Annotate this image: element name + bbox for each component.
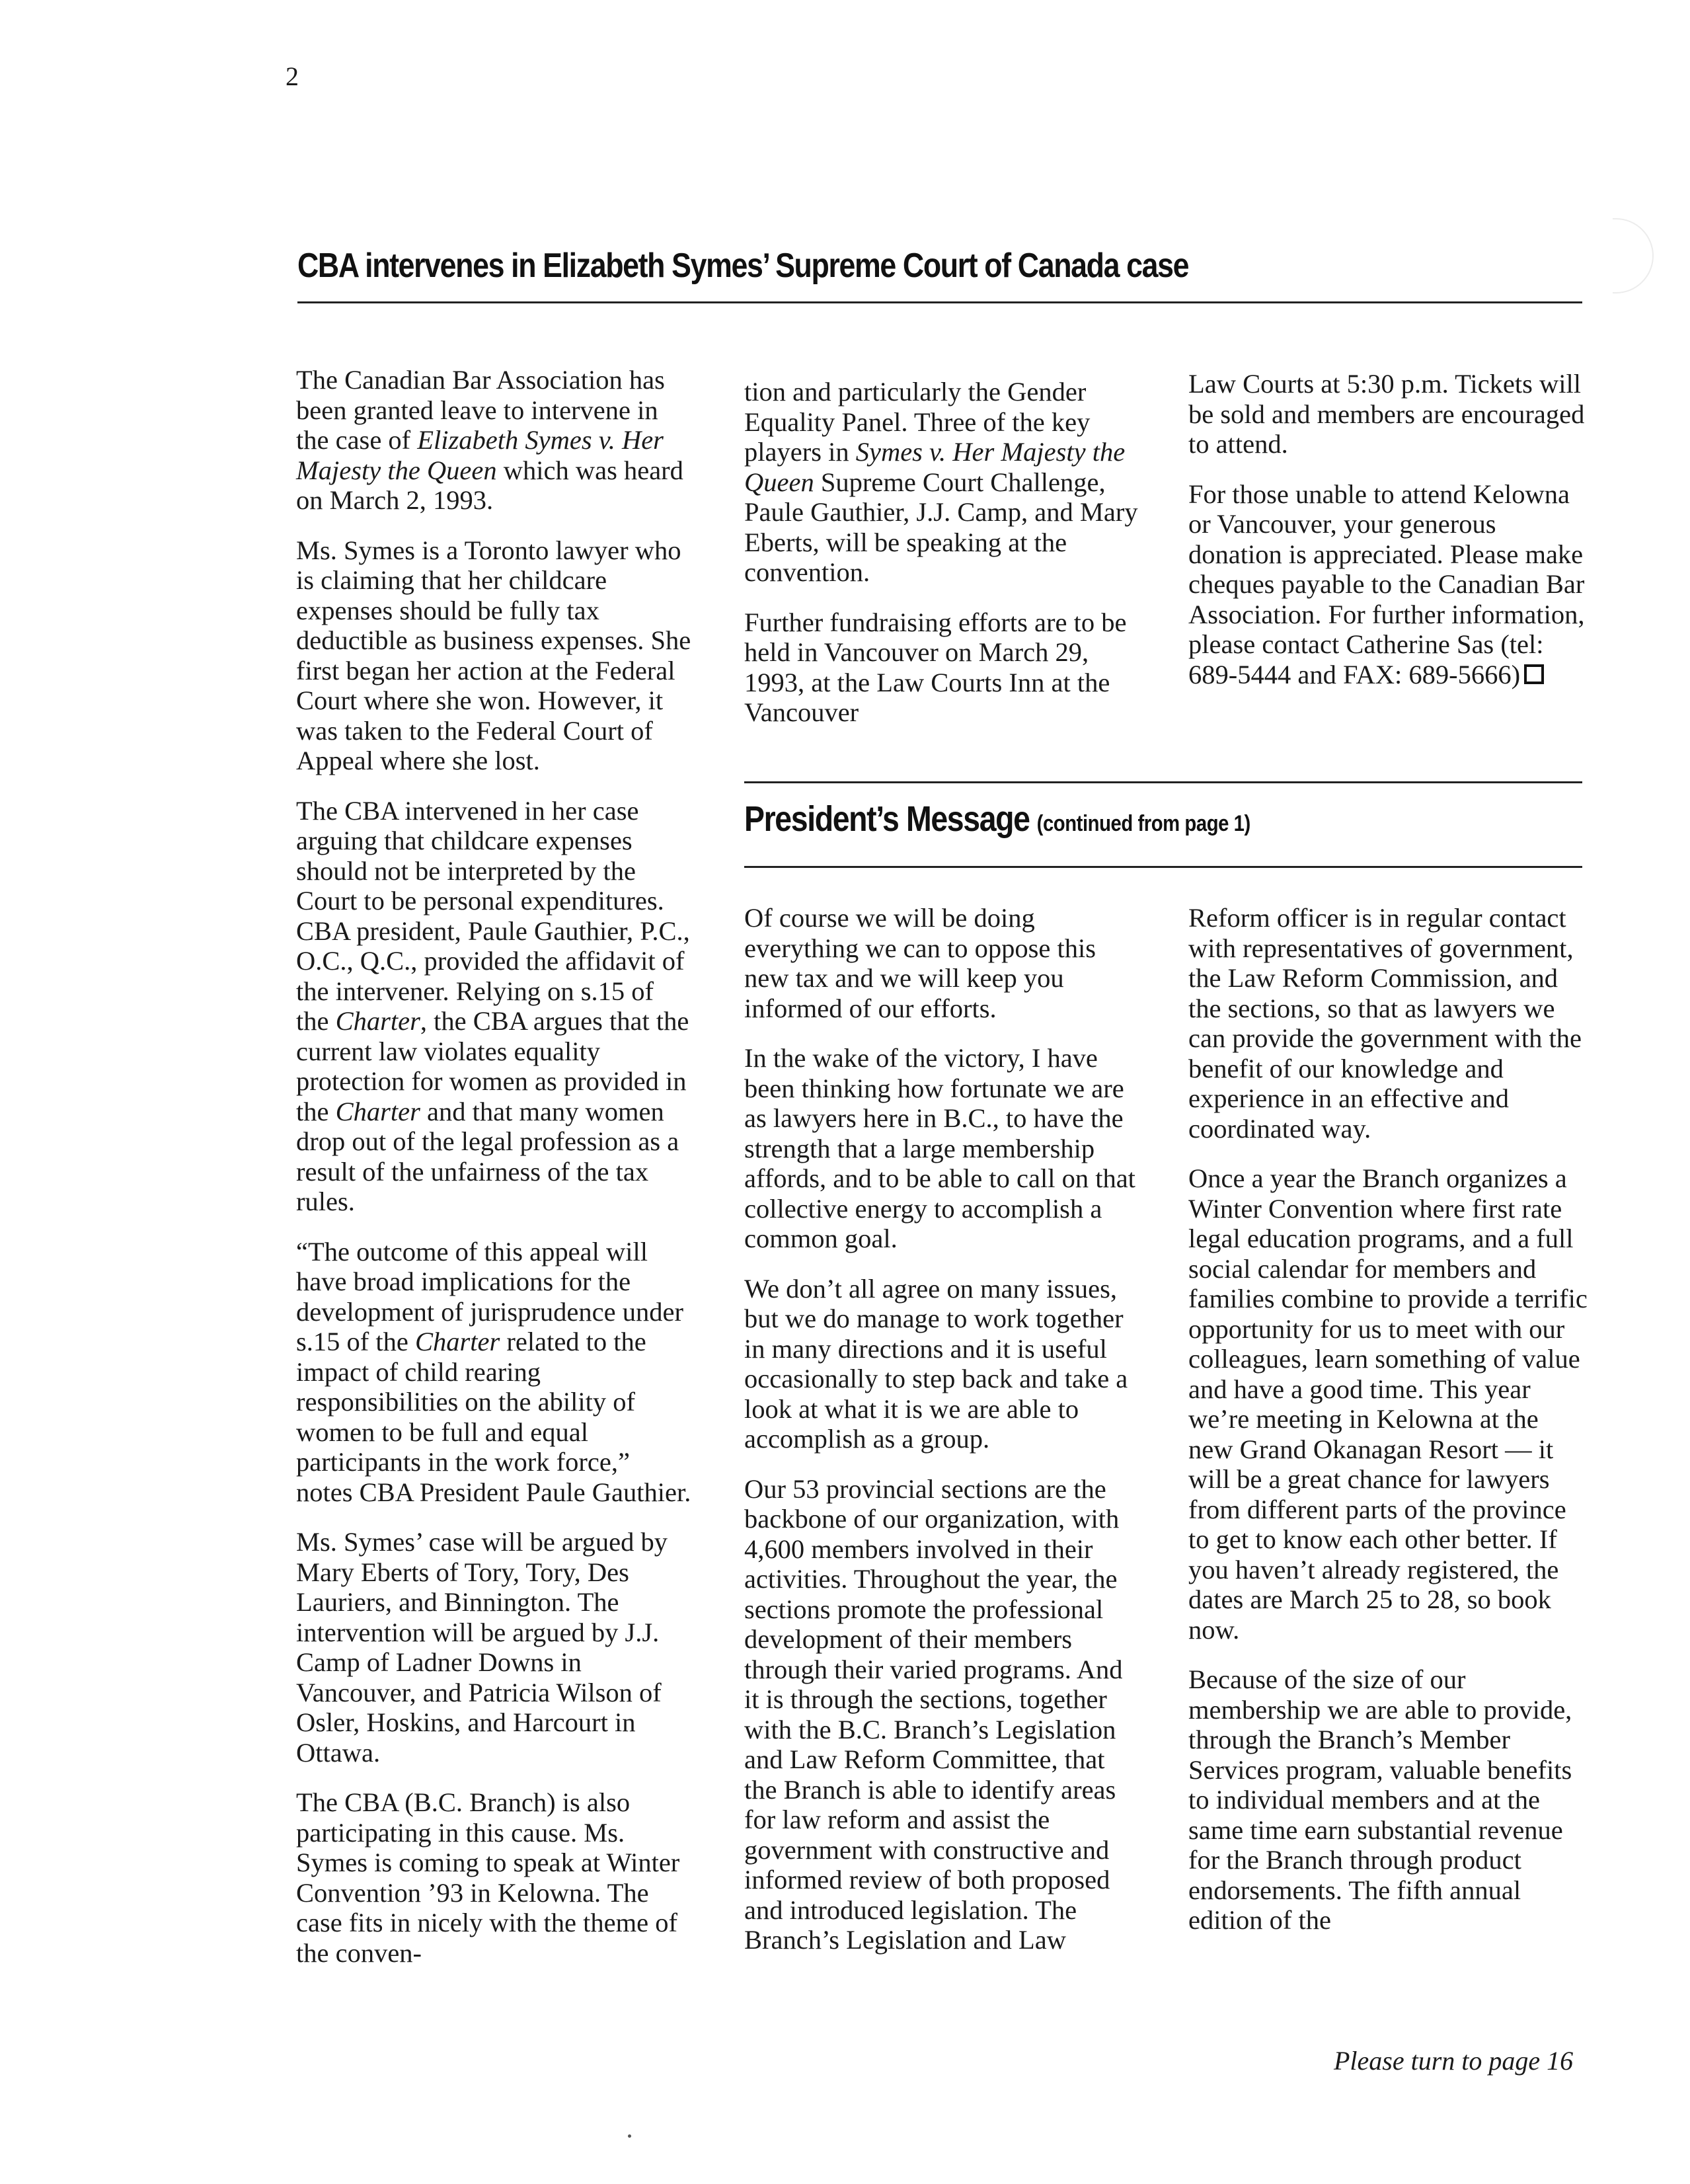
page-number: 2	[286, 61, 299, 91]
paragraph: Reform officer is in regular contact with representatives of government, the Law Reform Commission, and the sections, so that as lawyers we can provide the government with the benefit of our knowledge and experience in an effective and coordinated way.	[1188, 903, 1582, 1144]
section-rule-bottom	[744, 866, 1582, 868]
punch-hole-mark	[1613, 218, 1654, 293]
section-heading	[744, 799, 1250, 839]
paragraph: Ms. Symes is a Toronto lawyer who is claiming that her childcare expenses should be fully tax deductible as business expenses. She first began her action at the Federal Court where she won. However, it was taken to the Federal Court of Appeal where she lost.	[296, 535, 691, 775]
article1-column-1	[296, 365, 693, 1988]
section-subtitle: (continued from page 1)	[1036, 811, 1250, 836]
paragraph: We don’t all agree on many issues, but we do manage to work together in many directions and it is useful occasionally to step back and take a look at what it is we are able to accomplish as a group.	[744, 1273, 1128, 1454]
case-name: Symes v. Her Majesty the Queen	[744, 437, 1126, 497]
paragraph: Law Courts at 5:30 p.m. Tickets will be sold and members are encouraged to attend.	[1188, 369, 1585, 459]
continued-note: Please turn to page 16	[1334, 2046, 1574, 2076]
case-name: Elizabeth Symes v. Her Majesty the Queen	[296, 425, 664, 485]
paragraph: Further fundraising efforts are to be held in Vancouver on March 29, 1993, at the Law Courts Inn at the Vancouver	[744, 607, 1127, 727]
paragraph: For those unable to attend Kelowna or Vancouver, your generous donation is appreciated. Please make cheques payable to the Canadian Bar Association. For further information, please contact Catherine Sas (tel: 689-5444 and FAX: 689-5666)	[1188, 479, 1585, 689]
section-title: President’s Message	[744, 799, 1030, 839]
paragraph: The CBA (B.C. Branch) is also participating in this cause. Ms. Symes is coming to speak at Winter Convention ’93 in Kelowna. The case fits in nicely with the theme of the conven-	[296, 1787, 680, 1968]
section-rule-top	[744, 781, 1582, 783]
paragraph: Our 53 provincial sections are the backbone of our organization, with 4,600 members involved in their activities. Throughout the year, the sections promote the professional development of their members through their varied programs. And it is through the sections, together with the B.C. Branch’s Legislation and Law Reform Committee, that the Branch is able to identify areas for law reform and assist the government with constructive and informed review of both proposed and introduced legislation. The Branch’s Legislation and Law	[744, 1473, 1123, 1955]
paragraph: The Canadian Bar Association has been granted leave to intervene in the case of Elizabeth Symes v. Her Majesty the Queen which was heard on March 2, 1993.	[296, 365, 683, 515]
paragraph: Once a year the Branch organizes a Winter Convention where first rate legal education programs, and a full social calendar for members and families combine to provide a terrific opportunity for us to meet with our colleagues, learn something of value and have a good time. This year we’re meeting in Kelowna at the new Grand Okanagan Resort — it will be a great chance for lawyers from different parts of the province to get to know each other better. If you haven’t already registered, the dates are March 25 to 28, so book now.	[1188, 1163, 1588, 1645]
article1-column-2	[744, 377, 1141, 748]
paragraph: Ms. Symes’ case will be argued by Mary Eberts of Tory, Tory, Des Lauriers, and Binnington. The intervention will be argued by J.J. Camp of Ladner Downs in Vancouver, and Patricia Wilson of Osler, Hoskins, and Harcourt in Ottawa.	[296, 1527, 668, 1768]
paragraph: “The outcome of this appeal will have broad implications for the development of jurisprudence under s.15 of the Charter related to the impact of child rearing responsibilities on the ability of women to be full and equal participants in the work force,” notes CBA President Paule Gauthier.	[296, 1236, 691, 1507]
article-headline: CBA intervenes in Elizabeth Symes’ Supreme Court of Canada case	[297, 247, 1189, 285]
paragraph: The CBA intervened in her case arguing that childcare expenses should not be interpreted by the Court to be personal expenditures. CBA president, Paule Gauthier, P.C., O.C., Q.C., provided the affidavit of the intervener. Relying on s.15 of the Charter, the CBA argues that the current law violates equality protection for women as provided in the Charter and that many women drop out of the legal profession as a result of the unfairness of the tax rules.	[296, 795, 690, 1216]
headline-rule	[297, 301, 1582, 303]
end-mark-icon	[1524, 664, 1544, 684]
paragraph: In the wake of the victory, I have been thinking how fortunate we are as lawyers here in B.C., to have the strength that a large membership affords, and to be able to call on that collective energy to accomplish a common goal.	[744, 1043, 1135, 1253]
paragraph: tion and particularly the Gender Equality Panel. Three of the key players in Symes v. Her Majesty the Queen Supreme Court Challenge, Paule Gauthier, J.J. Camp, and Mary Eberts, will be speaking at the convention.	[744, 377, 1138, 587]
article2-column-2	[1188, 903, 1588, 1955]
paragraph: Of course we will be doing everything we can to oppose this new tax and we will keep you informed of our efforts.	[744, 903, 1096, 1023]
paragraph: Because of the size of our membership we are able to provide, through the Branch’s Member Services program, valuable benefits to individual members and at the same time earn substantial revenue for the Branch through product endorsements. The fifth annual edition of the	[1188, 1664, 1572, 1935]
scan-speck	[628, 2134, 631, 2138]
article2-column-1	[744, 903, 1144, 1975]
article1-column-3	[1188, 369, 1585, 709]
